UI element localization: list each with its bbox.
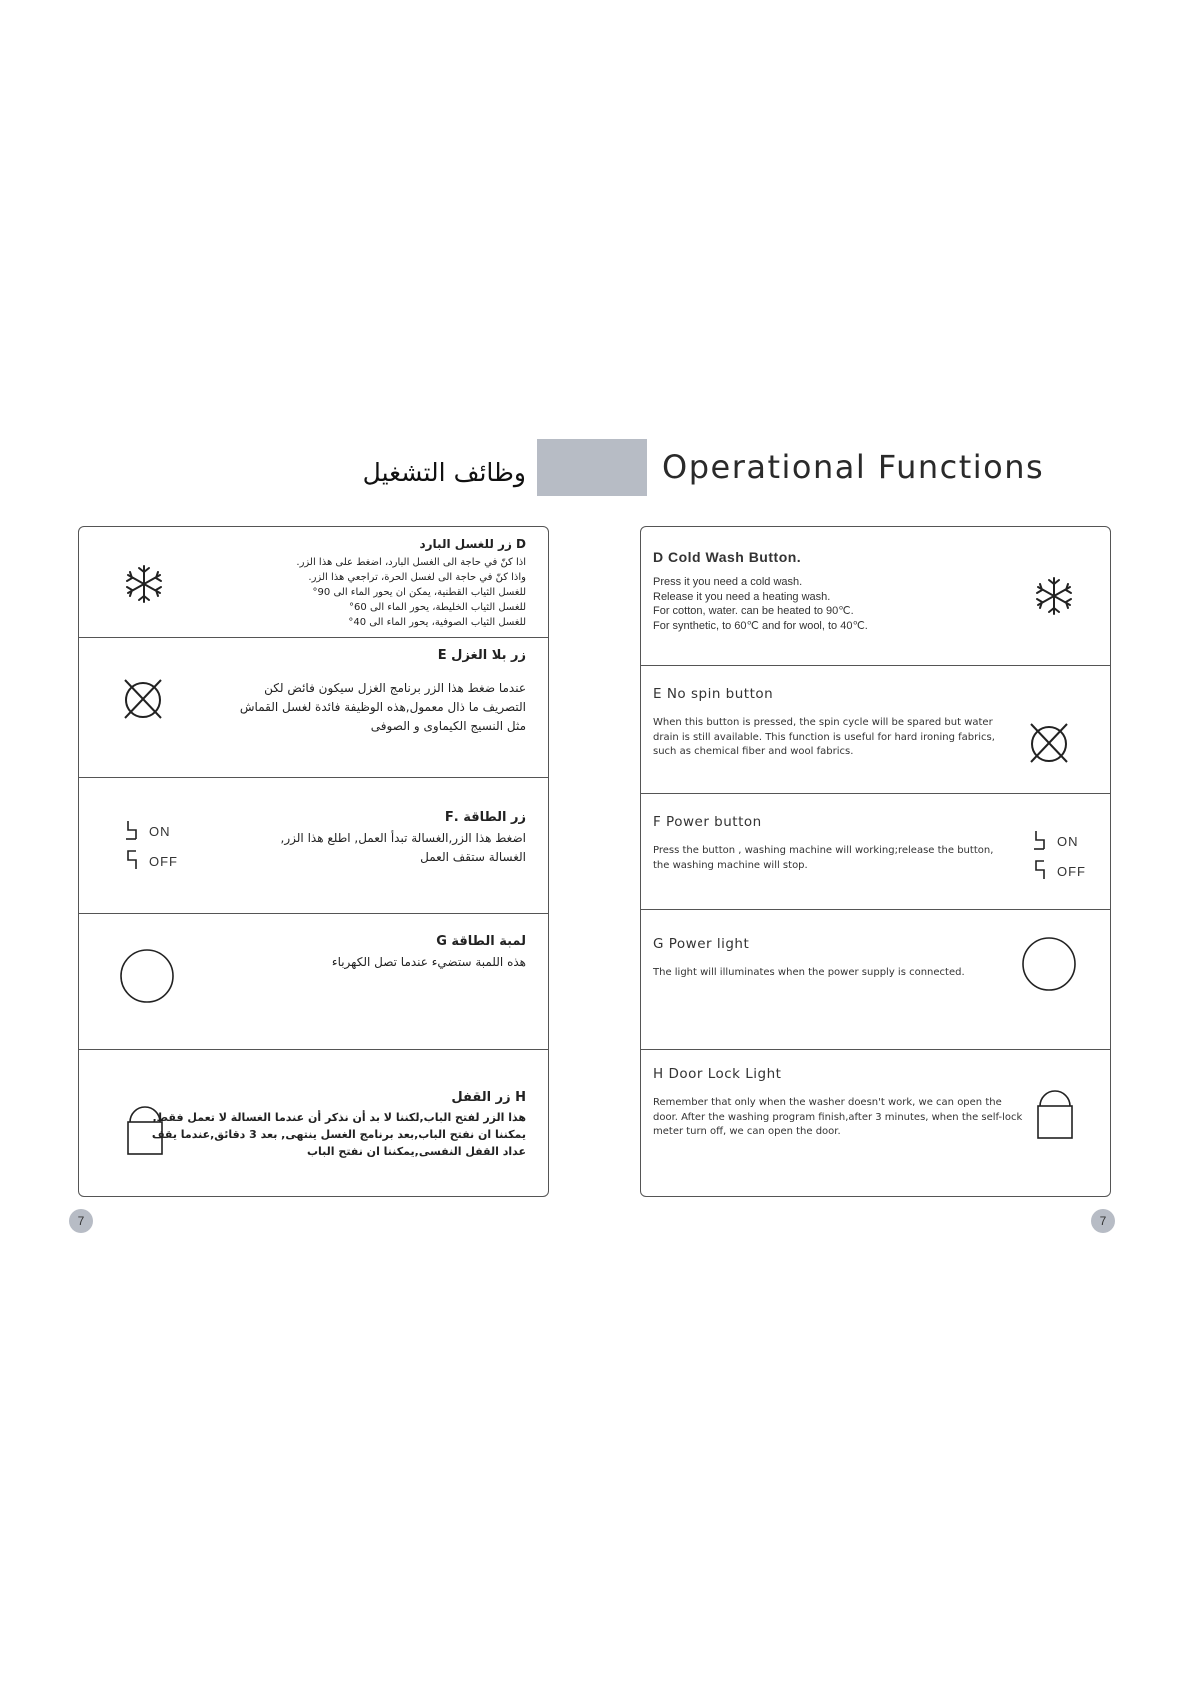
arabic-no-spin-line: التصريف ما ذال معمول,هذه الوظيفة فائدة لغسل القماش [239, 700, 526, 714]
arabic-no-spin-text [240, 648, 526, 736]
arabic-cold-wash-line: اذا كنّ في حاجة الى الغسل البارد، اضغط على هذا الزر. [296, 557, 526, 568]
title-divider-block [537, 439, 647, 496]
english-section-power-light [641, 909, 1110, 1049]
arabic-power-button-line: اضغط هذا الزر,الغسالة تبدأ العمل, اطلع هذا الزر, [280, 831, 526, 845]
door-lock-icon [1037, 1088, 1073, 1140]
arabic-door-lock-heading: H زر القفل [451, 1090, 526, 1105]
switch-off-icon [125, 850, 139, 870]
arabic-power-light-text [332, 934, 526, 972]
english-cold-wash-line: Release it you need a heating wash. [653, 590, 831, 603]
english-power-button-line: Press the button , washing machine will working;release the button, [653, 845, 994, 856]
on-off-indicator [125, 816, 178, 876]
arabic-no-spin-line: عندما ضغط هذا الزر برنامج الغزل سيكون فائض لكن [264, 681, 526, 695]
english-no-spin-text [653, 686, 995, 760]
english-functions-panel [640, 526, 1111, 1197]
arabic-no-spin-line: مثل النسيج الكيماوى و الصوفى [370, 719, 526, 733]
arabic-cold-wash-line: واذا كنّ في حاجة الى لغسل الحرة، تراجعي هذا الزر. [308, 572, 526, 583]
arabic-power-button-text [281, 810, 526, 867]
english-door-lock-line: door. After the washing program finish,after 3 minutes, when the self-lock [653, 1111, 1023, 1123]
english-door-lock-text [653, 1066, 1022, 1140]
snowflake-icon [1033, 575, 1075, 617]
switch-on-icon [125, 820, 139, 840]
arabic-no-spin-heading: زر بلا الغزل E [437, 648, 526, 663]
no-spin-icon [121, 676, 165, 722]
english-no-spin-line: such as chemical fiber and wool fabrics. [653, 746, 854, 757]
arabic-door-lock-line: هذا الزر لفتح الباب,لكننا لا بد أن نذكر أن عندما الغسالة لا تعمل فقط, [152, 1111, 526, 1124]
arabic-door-lock-line: يمكننا ان نفتح الباب,بعد برنامج الغسل ينتهى, بعد 3 دقائق,عندما يقف [151, 1128, 526, 1141]
english-section-no-spin [641, 665, 1110, 793]
arabic-section-power-button [79, 777, 548, 913]
english-no-spin-heading: E No spin button [653, 686, 774, 702]
arabic-cold-wash-line: للغسل الثياب الخليطة، يحور الماء الى 60° [349, 602, 526, 613]
arabic-power-button-line: الغسالة ستقف العمل [420, 850, 526, 864]
arabic-cold-wash-line: للغسل الثياب القطنية، يمكن ان يحور الماء الى 90° [312, 587, 526, 598]
english-section-door-lock [641, 1049, 1110, 1195]
english-door-lock-heading: H Door Lock Light [653, 1066, 782, 1082]
arabic-power-light-heading: لمبة الطاقة G [436, 934, 526, 949]
switch-off-icon [1033, 860, 1047, 880]
english-door-lock-line: meter turn off, we can open the door. [653, 1126, 841, 1137]
on-off-indicator [1033, 826, 1086, 886]
arabic-section-power-light [79, 913, 548, 1049]
arabic-door-lock-line: عداد القفل النفسى,يمكننا ان نفتح الباب [306, 1145, 526, 1158]
arabic-section-door-lock [79, 1049, 548, 1195]
power-light-icon [1021, 936, 1077, 992]
power-light-icon [119, 948, 175, 1004]
switch-on-icon [1033, 830, 1047, 850]
english-power-light-text [653, 936, 965, 981]
english-section-cold-wash [641, 527, 1110, 665]
on-label: ON [1057, 833, 1079, 849]
english-cold-wash-text [653, 549, 868, 633]
arabic-power-light-line: هذه اللمبة ستضيء عندما تصل الكهرباء [331, 955, 526, 969]
arabic-power-button-heading: زر الطاقة .F [444, 810, 526, 825]
no-spin-icon [1027, 720, 1071, 766]
arabic-door-lock-text [152, 1090, 526, 1160]
english-page-title: Operational Functions [662, 448, 1045, 486]
english-section-power-button [641, 793, 1110, 909]
english-power-light-heading: G Power light [653, 936, 750, 952]
arabic-cold-wash-line: للغسل الثياب الصوفية، يحور الماء الى 40° [348, 617, 526, 628]
arabic-functions-panel [78, 526, 549, 1197]
off-label: OFF [149, 853, 178, 869]
snowflake-icon [123, 563, 165, 605]
off-label: OFF [1057, 863, 1086, 879]
english-power-light-line: The light will illuminates when the power supply is connected. [653, 967, 965, 978]
page-number-right: 7 [1091, 1209, 1115, 1233]
english-cold-wash-line: For synthetic, to 60℃ and for wool, to 40℃. [653, 619, 868, 632]
english-cold-wash-heading: D Cold Wash Button. [653, 549, 802, 565]
english-cold-wash-line: For cotton, water. can be heated to 90℃. [653, 605, 854, 617]
english-no-spin-line: drain is still available. This function is useful for hard ironing fabrics, [653, 731, 995, 743]
page-number-left: 7 [69, 1209, 93, 1233]
arabic-section-cold-wash [79, 527, 548, 637]
english-power-button-line: the washing machine will stop. [653, 859, 808, 871]
english-power-button-heading: F Power button [653, 814, 762, 830]
arabic-section-no-spin [79, 637, 548, 777]
on-label: ON [149, 823, 171, 839]
arabic-cold-wash-heading: D زر للغسل البارد [419, 537, 526, 551]
english-no-spin-line: When this button is pressed, the spin cycle will be spared but water [653, 717, 993, 728]
english-cold-wash-line: Press it you need a cold wash. [653, 576, 803, 588]
english-power-button-text [653, 814, 993, 873]
arabic-cold-wash-text [296, 537, 526, 630]
arabic-page-title: وظائف التشغيل [362, 458, 526, 487]
english-door-lock-line: Remember that only when the washer doesn't work, we can open the [653, 1097, 1002, 1108]
